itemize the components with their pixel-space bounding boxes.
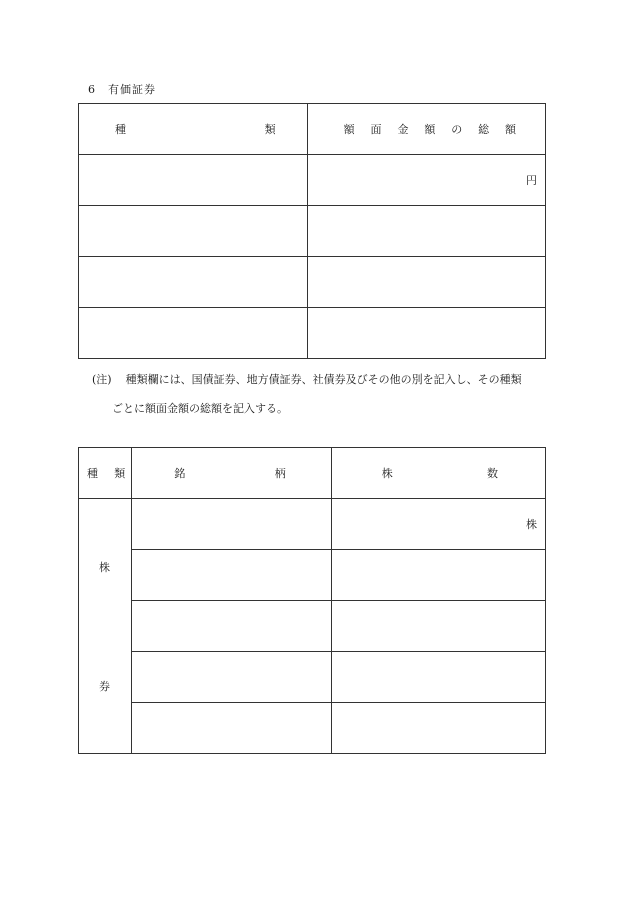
header-total-char: の	[451, 123, 463, 136]
table-row	[79, 550, 546, 601]
amount-input-cell[interactable]	[307, 155, 545, 206]
shares-unit-label: 株	[526, 518, 537, 531]
amount-input-cell[interactable]	[307, 206, 545, 257]
stock-kind-merged-cell	[79, 499, 132, 754]
header-name-cell	[132, 448, 332, 499]
section-title	[88, 81, 156, 97]
kind-vertical-char: 券	[99, 680, 110, 693]
table-row	[79, 257, 546, 308]
header-name-char: 柄	[274, 467, 286, 480]
shares-input-cell[interactable]	[331, 550, 545, 601]
section-title-text: 有価証券	[108, 83, 156, 96]
shares-input-cell[interactable]	[331, 652, 545, 703]
stock-name-input-cell[interactable]	[132, 652, 332, 703]
note-text-1: 種類欄には、国債証券、地方債証券、社債券及びその他の別を記入し、その種類	[125, 373, 522, 386]
header-kind-char: 種	[87, 467, 98, 480]
shares-input-cell[interactable]	[331, 703, 545, 754]
kind-input-cell[interactable]	[79, 308, 308, 359]
note-mark: (注)	[92, 373, 112, 386]
stock-name-input-cell[interactable]	[132, 499, 332, 550]
header-kind-cell	[79, 104, 308, 155]
header-total-char: 額	[424, 123, 436, 136]
note-line-2: ごとに額面金額の総額を記入する。	[112, 402, 288, 415]
stock-name-input-cell[interactable]	[132, 601, 332, 652]
stock-certificates-table	[78, 447, 546, 754]
header-name-char: 銘	[174, 467, 186, 480]
table-header-row	[79, 104, 546, 155]
header-shares-cell	[331, 448, 545, 499]
table-row	[79, 703, 546, 754]
header-kind-char: 種	[115, 123, 126, 136]
kind-vertical-char: 株	[99, 561, 110, 574]
table-row	[79, 652, 546, 703]
stock-name-input-cell[interactable]	[132, 550, 332, 601]
header-total-char: 額	[505, 123, 516, 136]
section-number: 6	[88, 83, 96, 96]
amount-input-cell[interactable]	[307, 257, 545, 308]
table-row	[79, 308, 546, 359]
header-total-char: 額	[343, 123, 355, 136]
header-total-char: 面	[370, 123, 382, 136]
kind-input-cell[interactable]	[79, 206, 308, 257]
table-header-row	[79, 448, 546, 499]
header-shares-char: 株	[381, 467, 393, 480]
shares-input-cell[interactable]	[331, 601, 545, 652]
header-kind-cell	[79, 448, 132, 499]
table-row	[79, 155, 546, 206]
table-row	[79, 601, 546, 652]
table-row	[79, 206, 546, 257]
table-row	[79, 499, 546, 550]
kind-input-cell[interactable]	[79, 257, 308, 308]
header-total-char: 金	[397, 123, 409, 136]
securities-amount-table	[78, 103, 546, 359]
note-line-1	[92, 371, 552, 387]
yen-unit-label: 円	[526, 174, 537, 187]
header-shares-char: 数	[487, 467, 498, 480]
header-kind-char: 類	[264, 123, 276, 136]
header-total-char: 総	[478, 123, 490, 136]
header-total-amount-cell	[307, 104, 545, 155]
amount-input-cell[interactable]	[307, 308, 545, 359]
stock-name-input-cell[interactable]	[132, 703, 332, 754]
shares-input-cell[interactable]	[331, 499, 545, 550]
kind-input-cell[interactable]	[79, 155, 308, 206]
header-kind-char: 類	[114, 467, 126, 480]
